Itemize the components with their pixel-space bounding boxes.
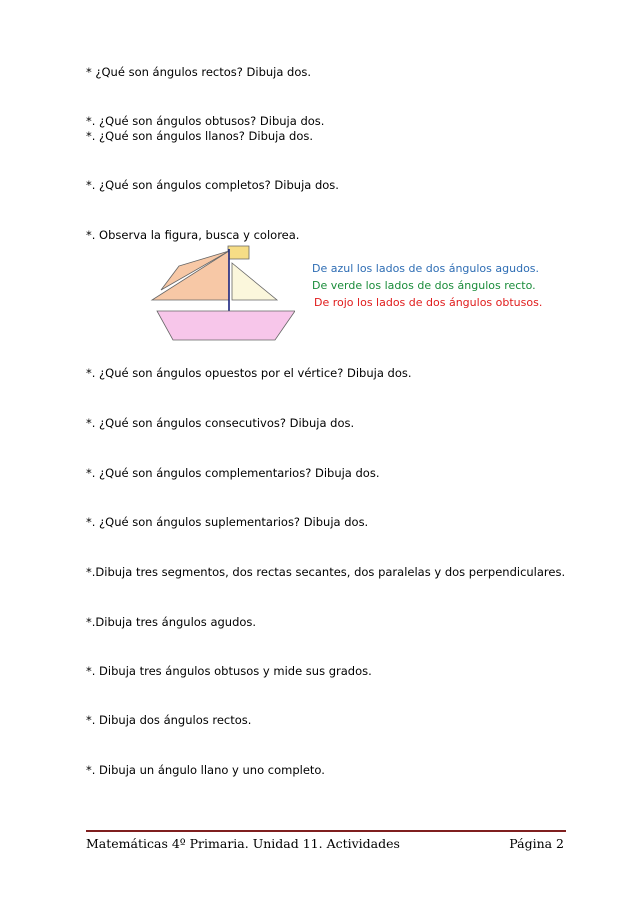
flag-shape — [228, 246, 249, 259]
question-vertical-angles: *. ¿Qué son ángulos opuestos por el vértice? Dibuja dos. — [86, 366, 412, 380]
task-draw-straight-full-angles: *. Dibuja un ángulo llano y uno completo. — [86, 763, 325, 777]
footer-title: Matemáticas 4º Primaria. Unidad 11. Actividades — [86, 836, 400, 851]
legend-red: De rojo los lados de dos ángulos obtusos. — [314, 296, 543, 309]
task-draw-right-angles: *. Dibuja dos ángulos rectos. — [86, 713, 252, 727]
task-draw-acute-angles: *.Dibuja tres ángulos agudos. — [86, 615, 257, 629]
question-complementary-angles: *. ¿Qué son ángulos complementarios? Dibuja dos. — [86, 466, 380, 480]
footer-divider — [86, 830, 566, 832]
hull-shape — [157, 311, 295, 340]
question-supplementary-angles: *. ¿Qué son ángulos suplementarios? Dibuja dos. — [86, 515, 369, 529]
question-obtuse-angles: *. ¿Qué son ángulos obtusos? Dibuja dos. — [86, 114, 325, 128]
question-full-angles: *. ¿Qué son ángulos completos? Dibuja dos. — [86, 178, 339, 192]
footer-page-number: Página 2 — [509, 836, 564, 851]
task-draw-lines: *.Dibuja tres segmentos, dos rectas secantes, dos paralelas y dos perpendiculares. — [86, 565, 566, 579]
question-straight-angles: *. ¿Qué son ángulos llanos? Dibuja dos. — [86, 129, 314, 143]
legend-blue: De azul los lados de dos ángulos agudos. — [312, 262, 540, 275]
question-observe-figure: *. Observa la figura, busca y colorea. — [86, 228, 300, 242]
right-sail-shape — [232, 263, 277, 300]
sailboat-figure — [145, 244, 295, 344]
question-right-angles: * ¿Qué son ángulos rectos? Dibuja dos. — [86, 65, 312, 79]
legend-green: De verde los lados de dos ángulos recto. — [312, 279, 536, 292]
task-draw-obtuse-angles: *. Dibuja tres ángulos obtusos y mide sus grados. — [86, 664, 372, 678]
question-consecutive-angles: *. ¿Qué son ángulos consecutivos? Dibuja dos. — [86, 416, 355, 430]
main-sail-shape — [152, 251, 229, 300]
